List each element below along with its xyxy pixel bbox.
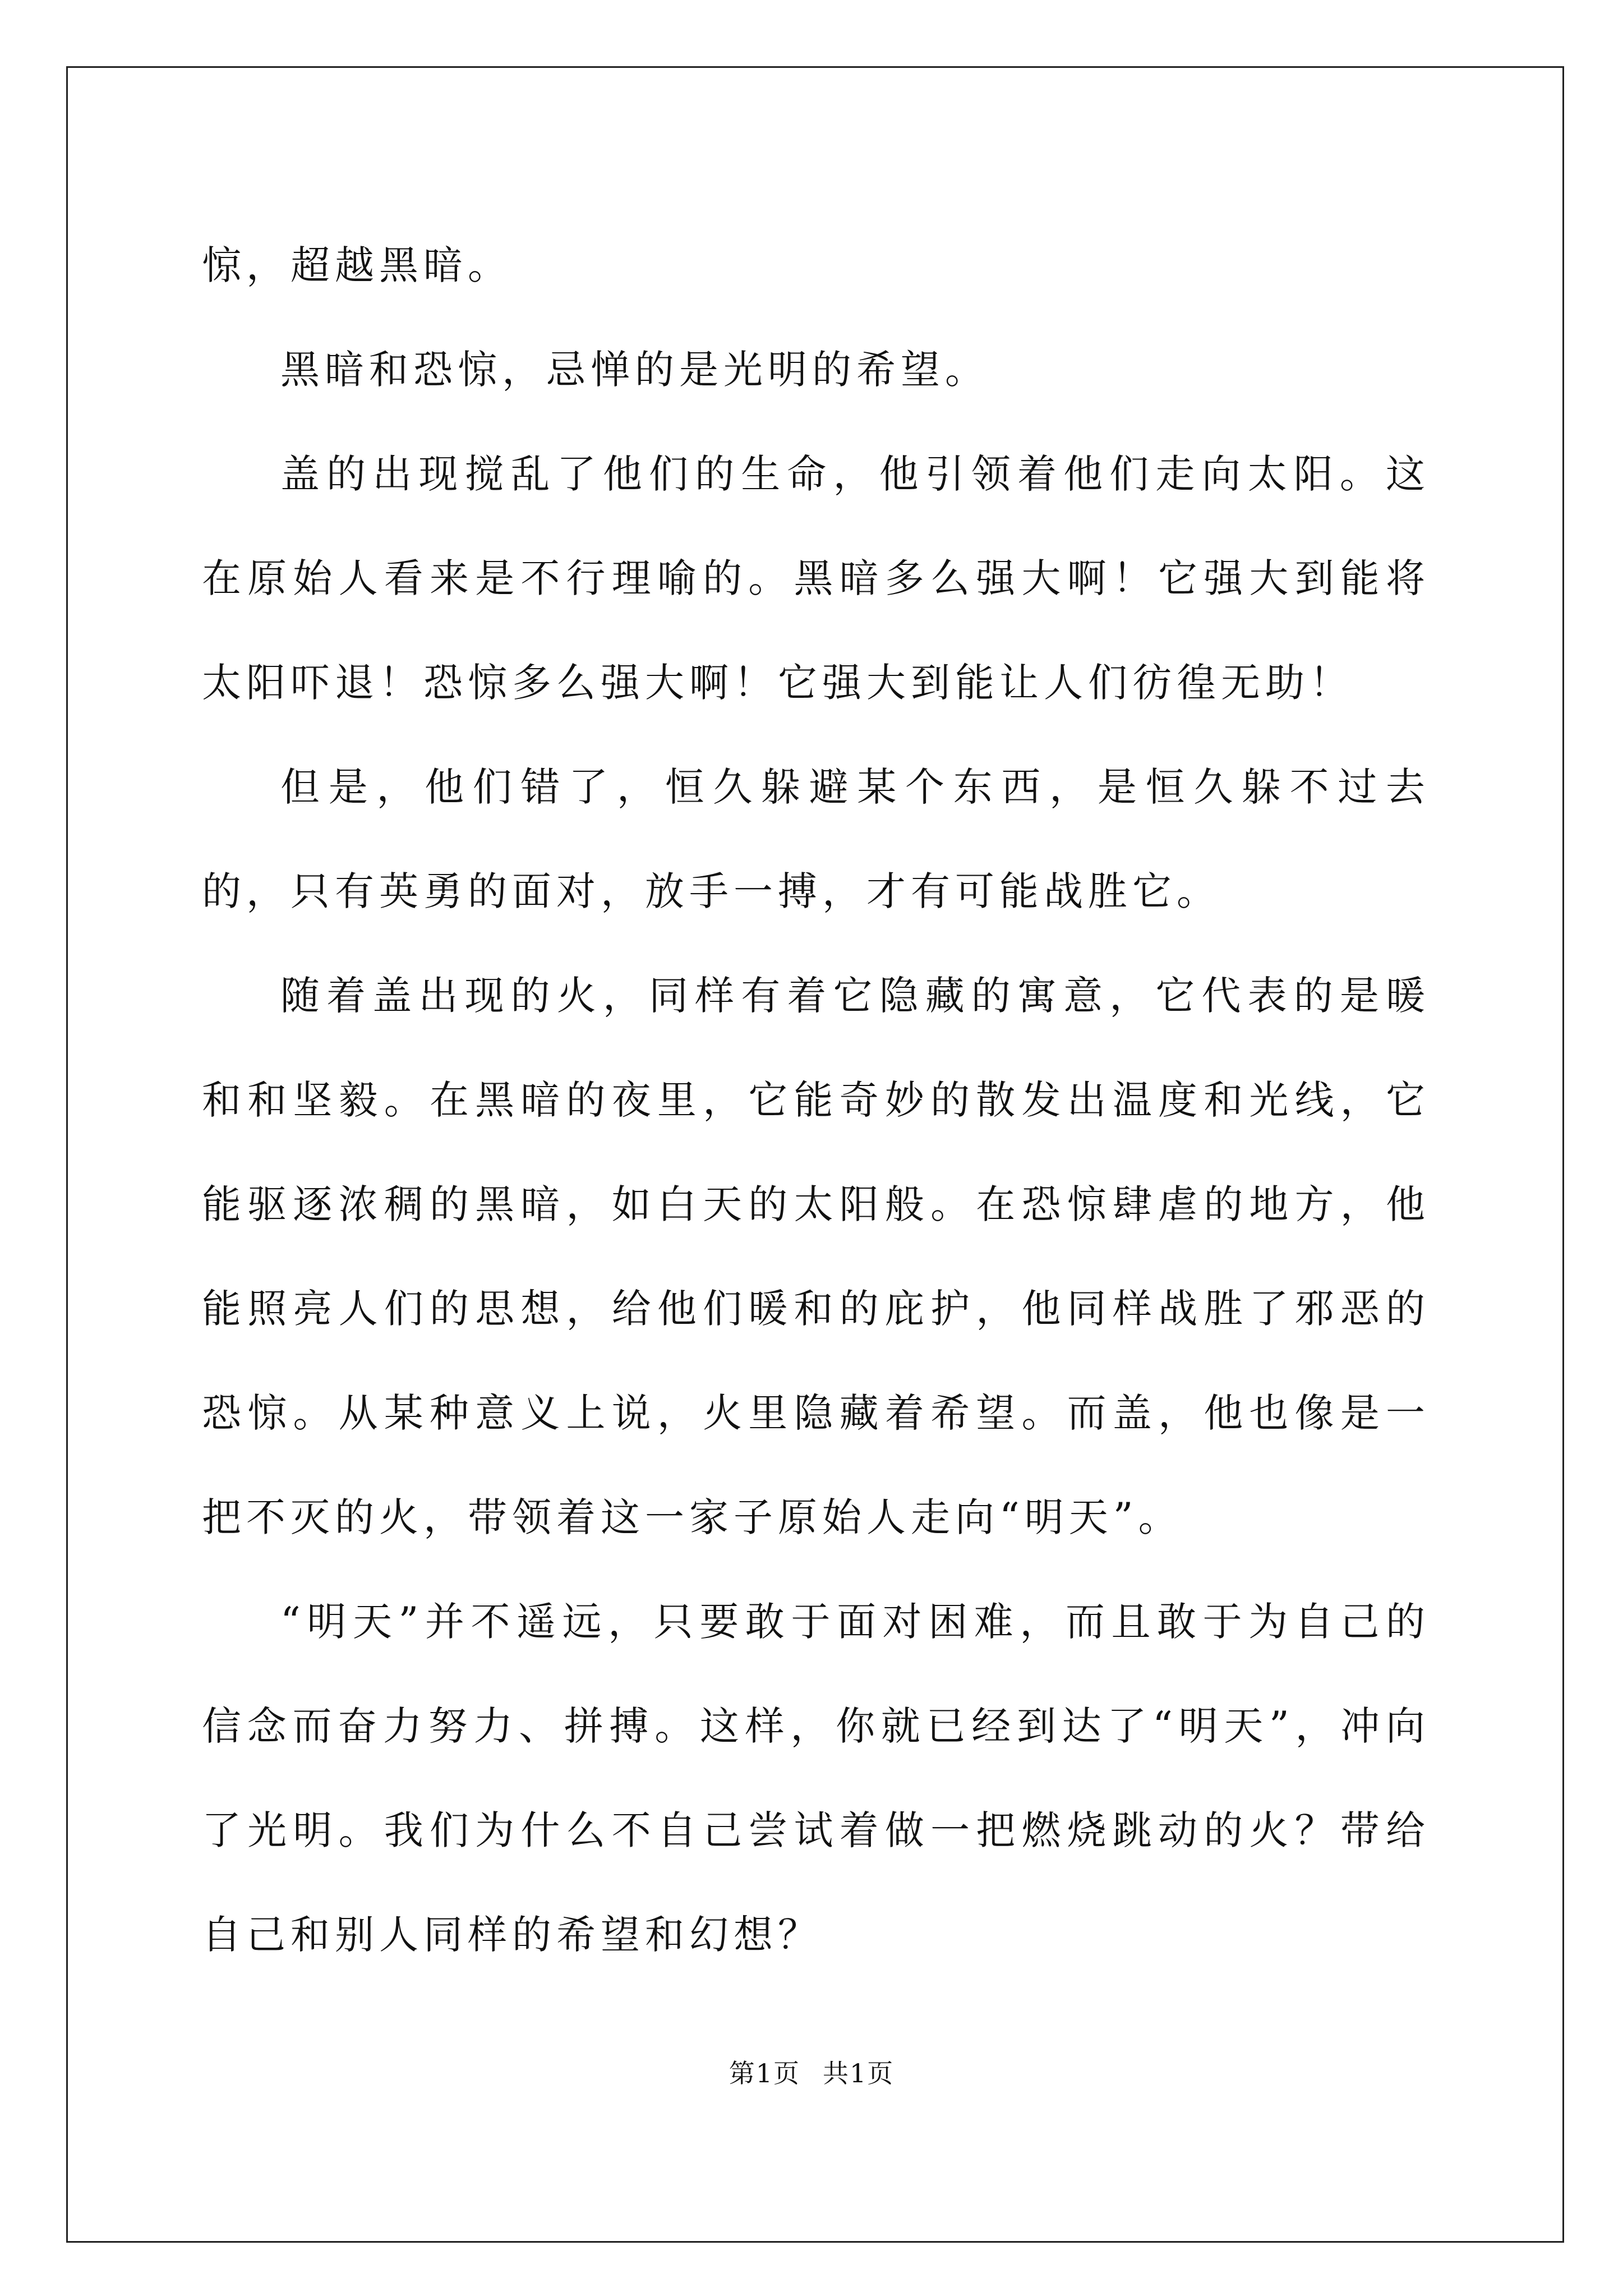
- paragraph-1: 惊，超越黑暗。: [202, 242, 512, 288]
- page-total: 共1页: [823, 2058, 895, 2088]
- paragraph-5: 随着盖出现的火，同样有着它隐藏的寓意，它代表的是暖和和坚毅。在黑暗的夜里，它能奇妙的散发出温度和光线，它能驱逐浓稠的黑暗，如白天的太阳般。在恐惊肆虐的地方，他能照亮人们的思想，给他们暖和的庇护，他同样战胜了邪恶的恐惊。从某种意义上说，火里隐藏着希望。而盖，他也像是一把不灭的火，带领着这一家子原始人走向“明天”。: [202, 973, 1430, 1540]
- page-number: 第1页: [728, 2058, 800, 2088]
- page-footer: [0, 2053, 1623, 2090]
- paragraph-3: 盖的出现搅乱了他们的生命，他引领着他们走向太阳。这在原始人看来是不行理喻的。黑暗多么强大啊！它强大到能将太阳吓退！恐惊多么强大啊！它强大到能让人们彷徨无助！: [202, 451, 1430, 706]
- document-body: [202, 213, 1430, 1987]
- paragraph-6: “明天”并不遥远，只要敢于面对困难，而且敢于为自己的信念而奋力努力、拼搏。这样，你就已经到达了“明天”，冲向了光明。我们为什么不自己尝试着做一把燃烧跳动的火？带给自己和别人同样的希望和幻想？: [202, 1599, 1430, 1958]
- paragraph-2: 黑暗和恐惊，忌惮的是光明的希望。: [280, 347, 989, 393]
- paragraph-4: 但是，他们错了，恒久躲避某个东西，是恒久躲不过去的，只有英勇的面对，放手一搏，才有可能战胜它。: [202, 764, 1430, 914]
